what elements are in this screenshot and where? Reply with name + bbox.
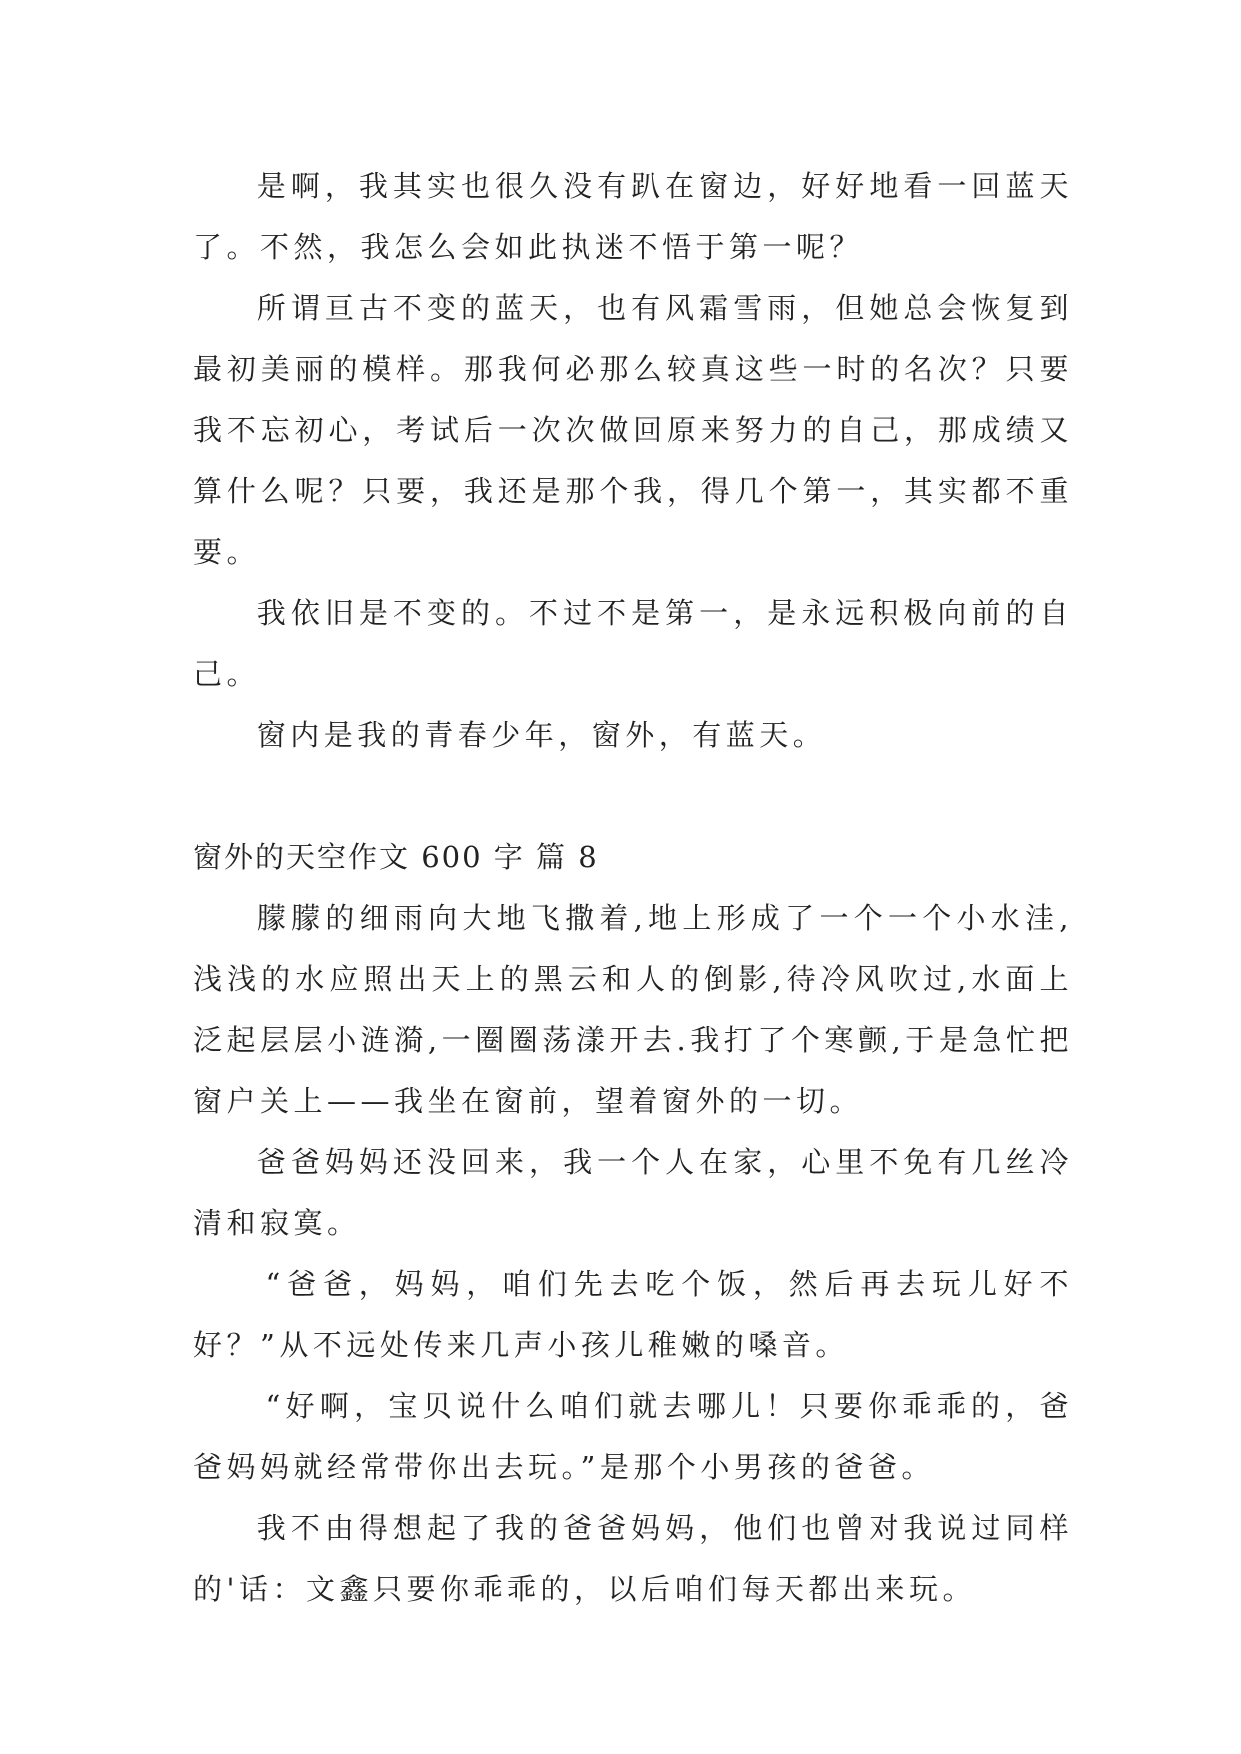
section-spacer xyxy=(193,766,1073,827)
paragraph: 是啊，我其实也很久没有趴在窗边，好好地看一回蓝天了。不然，我怎么会如此执迷不悟于第一呢？ xyxy=(193,169,1073,264)
section-heading: 窗外的天空作文 600 字 篇 8 xyxy=(193,840,599,874)
paragraph: 我不由得想起了我的爸爸妈妈，他们也曾对我说过同样的'话：文鑫只要你乖乖的，以后咱们每天都出来玩。 xyxy=(193,1511,1073,1606)
paragraph: 所谓亘古不变的蓝天，也有风霜雪雨，但她总会恢复到最初美丽的模样。那我何必那么较真这些一时的名次？只要我不忘初心，考试后一次次做回原来努力的自己，那成绩又算什么呢？只要，我还是那个我，得几个第一，其实都不重要。 xyxy=(193,291,1073,569)
paragraph: 爸爸妈妈还没回来，我一个人在家，心里不免有几丝冷清和寂寞。 xyxy=(193,1145,1073,1240)
paragraph: 窗内是我的青春少年，窗外，有蓝天。 xyxy=(256,718,827,752)
paragraph: “好啊，宝贝说什么咱们就去哪儿！只要你乖乖的，爸爸妈妈就经常带你出去玩。”是那个小男孩的爸爸。 xyxy=(193,1389,1073,1484)
paragraph: 朦朦的细雨向大地飞撒着,地上形成了一个一个小水洼,浅浅的水应照出天上的黑云和人的倒影,待冷风吹过,水面上泛起层层小涟漪,一圈圈荡漾开去.我打了个寒颤,于是急忙把窗户关上——我坐在窗前，望着窗外的一切。 xyxy=(193,901,1073,1118)
document-body xyxy=(193,156,1073,1620)
paragraph: “爸爸，妈妈，咱们先去吃个饭，然后再去玩儿好不好？”从不远处传来几声小孩儿稚嫩的嗓音。 xyxy=(193,1267,1073,1362)
paragraph: 我依旧是不变的。不过不是第一，是永远积极向前的自己。 xyxy=(193,596,1073,691)
